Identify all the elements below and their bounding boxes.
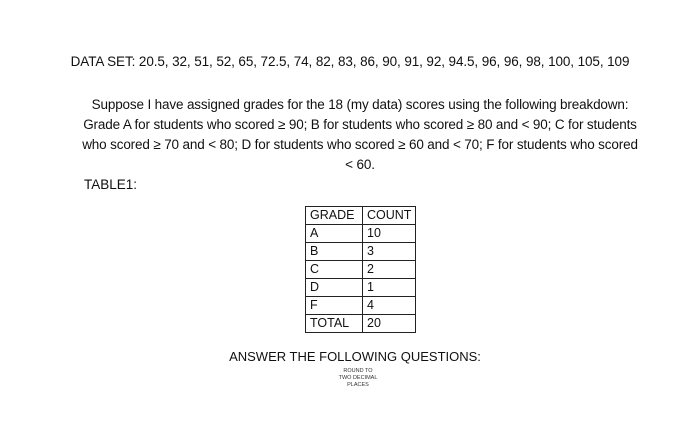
count-cell: 3 xyxy=(363,243,416,261)
dataset-line: DATA SET: 20.5, 32, 51, 52, 65, 72.5, 74, 82, 83, 86, 90, 91, 92, 94.5, 96, 96, 98, 100, 105, 109 xyxy=(70,54,630,69)
table-row xyxy=(306,225,416,243)
count-cell: 10 xyxy=(363,225,416,243)
table-row xyxy=(306,297,416,315)
rounding-note-line: TWO DECIMAL xyxy=(338,375,378,381)
table-total-row xyxy=(306,315,416,333)
grade-count-table xyxy=(305,206,416,333)
total-label-cell: TOTAL xyxy=(306,315,363,333)
count-cell: 2 xyxy=(363,261,416,279)
rounding-note-line: ROUND TO xyxy=(343,368,373,374)
grading-description: Suppose I have assigned grades for the 18 (my data) scores using the following breakdown: Grade A for students who scored ≥ 90; B for students who scored ≥ 80 and < 90; C for students who scored ≥ 70 and < 80; D for students who scored ≥ 60 and < 70; F for students who scored < 60. xyxy=(82,97,638,172)
count-cell: 4 xyxy=(363,297,416,315)
grade-cell: B xyxy=(306,243,363,261)
header-grade: GRADE xyxy=(306,207,363,225)
grade-cell: A xyxy=(306,225,363,243)
table-row xyxy=(306,279,416,297)
table-row xyxy=(306,243,416,261)
questions-heading: ANSWER THE FOLLOWING QUESTIONS: xyxy=(229,349,481,364)
grade-cell: D xyxy=(306,279,363,297)
rounding-note xyxy=(318,368,398,389)
rounding-note-line: PLACES xyxy=(347,382,369,388)
table-header-row xyxy=(306,207,416,225)
header-count: COUNT xyxy=(363,207,416,225)
count-cell: 1 xyxy=(363,279,416,297)
table-label: TABLE1: xyxy=(84,177,138,192)
grade-cell: F xyxy=(306,297,363,315)
grade-cell: C xyxy=(306,261,363,279)
table-row xyxy=(306,261,416,279)
total-count-cell: 20 xyxy=(363,315,416,333)
